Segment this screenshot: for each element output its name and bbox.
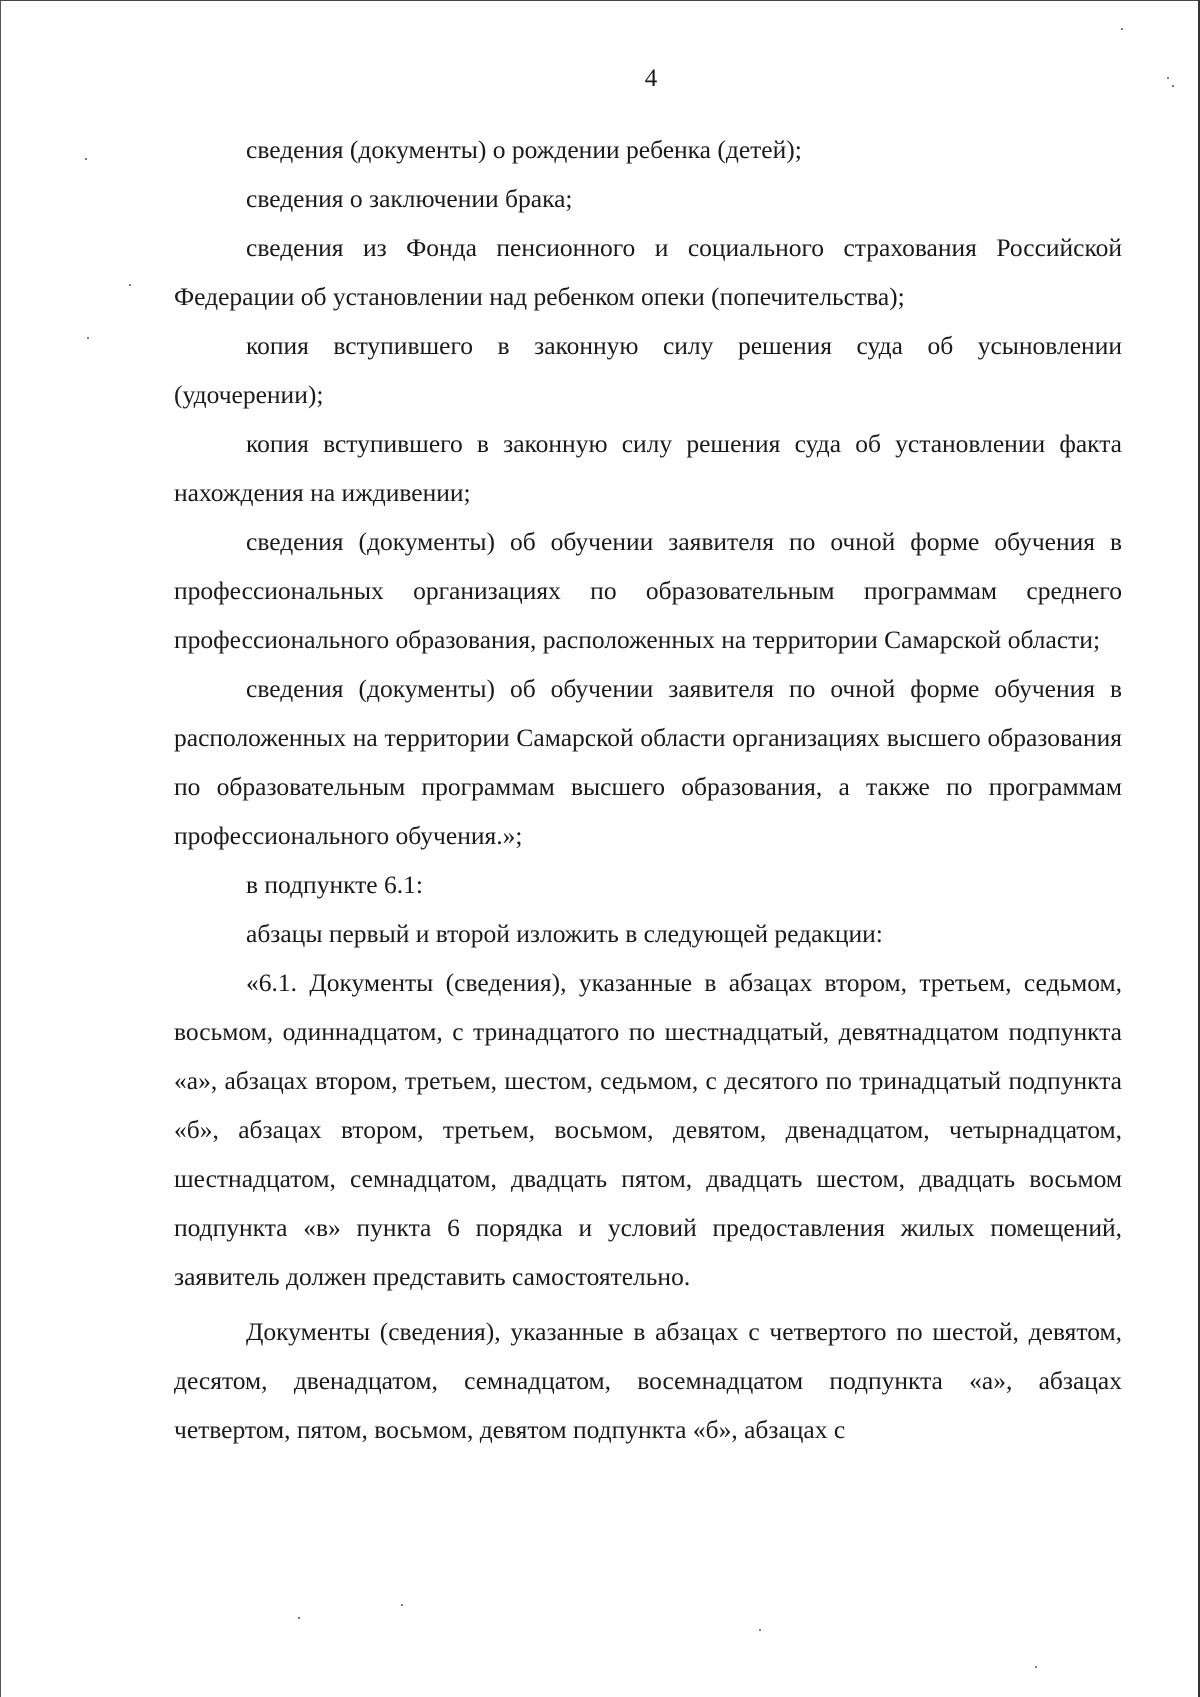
scan-speck: [401, 1604, 403, 1606]
scan-speck: [759, 1629, 761, 1631]
document-body: [174, 125, 1122, 1454]
scan-speck: [87, 337, 89, 339]
scan-speck: [1167, 77, 1169, 79]
scan-speck: [1035, 1666, 1037, 1668]
paragraph-vocational-education: сведения (документы) об обучении заявителя по очной форме обучения в профессиональных организациях по образовательным программам среднего профессионального образования, расположенных на территории Самарской области;: [174, 527, 1122, 654]
paragraph-guardianship: сведения из Фонда пенсионного и социального страхования Российской Федерации об установлении над ребенком опеки (попечительства);: [174, 233, 1122, 311]
paragraph-amendment-intro: абзацы первый и второй изложить в следующей редакции:: [246, 919, 883, 948]
paragraph-adoption-decision: копия вступившего в законную силу решения суда об усыновлении (удочерении);: [174, 331, 1122, 409]
paragraph-dependency-decision: копия вступившего в законную силу решения суда об установлении факта нахождения на иждивении;: [174, 429, 1122, 507]
scan-speck: [129, 284, 131, 286]
scan-speck: [85, 158, 87, 160]
paragraph-documents-list: Документы (сведения), указанные в абзацах с четвертого по шестой, девятом, десятом, двенадцатом, семнадцатом, восемнадцатом подпункта «а», абзацах четвертом, пятом, восьмом, девятом подпункта «б», абзацах с: [174, 1317, 1122, 1444]
scan-speck: [1172, 85, 1174, 87]
paragraph-birth-records: сведения (документы) о рождении ребенка (детей);: [246, 135, 802, 164]
scan-speck: [298, 1617, 300, 1619]
paragraph-higher-education: сведения (документы) об обучении заявителя по очной форме обучения в расположенных на территории Самарской области организациях высшего образования по образовательным программам высшего образования, а также по программам профессионального обучения.»;: [174, 674, 1122, 850]
paragraph-marriage-records: сведения о заключении брака;: [246, 184, 573, 213]
paragraph-clause-6-1: «6.1. Документы (сведения), указанные в абзацах втором, третьем, седьмом, восьмом, одиннадцатом, с тринадцатого по шестнадцатый, девятнадцатом подпункта «а», абзацах втором, третьем, шестом, седьмом, с десятого по тринадцатый подпункта «б», абзацах втором, третьем, восьмом, девятом, двенадцатом, четырнадцатом, шестнадцатом, семнадцатом, двадцать пятом, двадцать шестом, двадцать восьмом подпункта «в» пункта 6 порядка и условий предоставления жилых помещений, заявитель должен представить самостоятельно.: [174, 968, 1122, 1291]
page-number: 4: [644, 65, 658, 92]
paragraph-subclause-ref: в подпункте 6.1:: [246, 870, 423, 899]
scan-speck: [1121, 28, 1123, 30]
